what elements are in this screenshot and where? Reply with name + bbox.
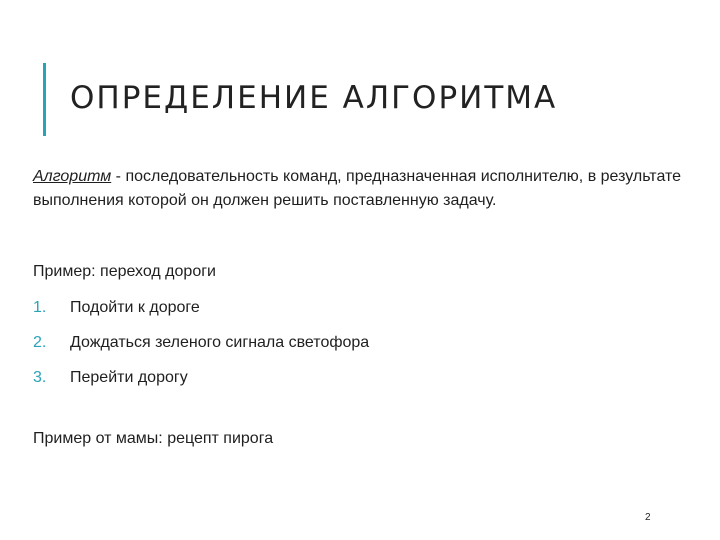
steps-list <box>33 296 693 390</box>
definition-paragraph <box>33 165 693 213</box>
list-item <box>33 366 693 390</box>
page-number: 2 <box>645 512 651 523</box>
slide-content <box>33 165 693 451</box>
list-item <box>33 296 693 320</box>
example-pie-recipe: Пример от мамы: рецепт пирога <box>33 430 274 447</box>
step-number: 1. <box>33 299 47 316</box>
slide-title: ОПРЕДЕЛЕНИЕ АЛГОРИТМА <box>70 80 558 116</box>
step-number: 2. <box>33 334 47 351</box>
definition-term: Алгоритм <box>33 168 112 185</box>
definition-text: - последовательность команд, предназначенная исполнителю, в результате выполнения которой он должен решить поставленную задачу. <box>33 168 682 209</box>
step-text: Подойти к дороге <box>70 299 200 316</box>
step-text: Дождаться зеленого сигнала светофора <box>70 334 370 351</box>
example-road-crossing: Пример: переход дороги <box>33 263 216 280</box>
step-number: 3. <box>33 369 47 386</box>
title-accent-bar <box>43 63 46 136</box>
step-text: Перейти дорогу <box>70 369 188 386</box>
list-item <box>33 331 693 355</box>
